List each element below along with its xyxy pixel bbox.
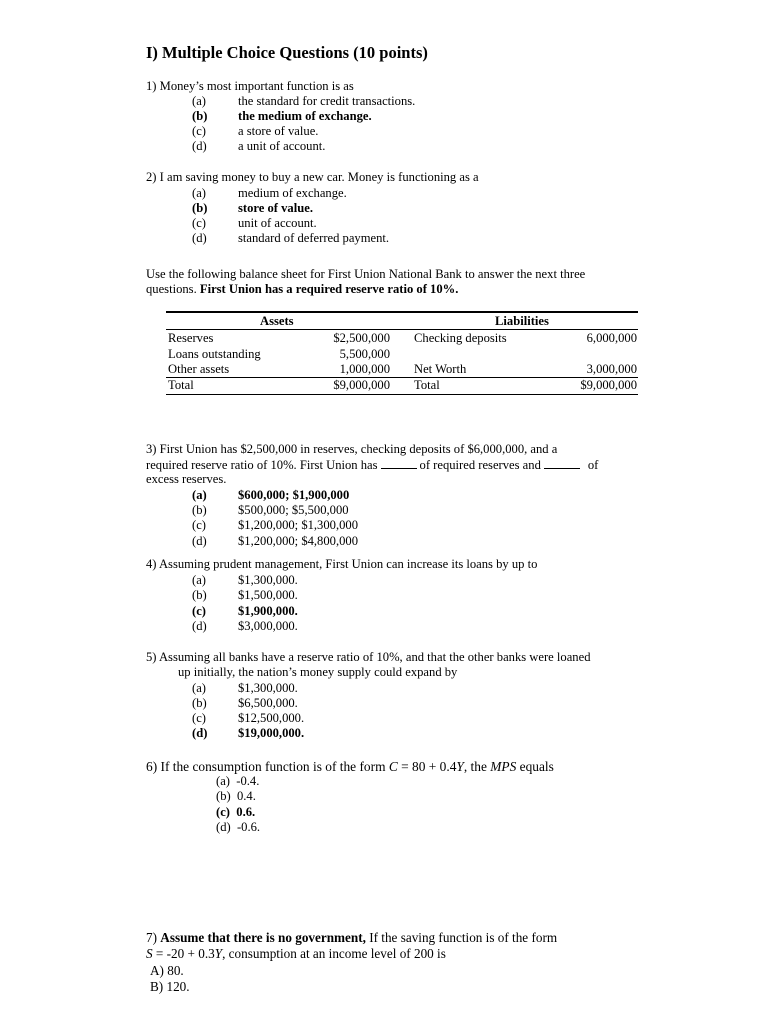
q6-option-text: 0.4. — [236, 789, 256, 803]
liabilities-header: Liabilities — [495, 314, 549, 328]
q4-option-letter: (c) — [192, 604, 206, 618]
q2-option-text: medium of exchange. — [238, 186, 347, 200]
q6-variable: C — [388, 759, 398, 774]
q2-option-text: store of value. — [238, 201, 313, 215]
q4-option-letter: (d) — [192, 619, 207, 633]
q3-text: of — [587, 458, 599, 472]
q7-stem — [146, 930, 557, 945]
q4-stem: 4) Assuming prudent management, First Union can increase its loans by up to — [146, 557, 538, 571]
q5-option-letter: (c) — [192, 711, 206, 725]
q2-option-text: standard of deferred payment. — [238, 231, 390, 245]
q7-emphasis: Assume that there is no government, — [160, 930, 366, 945]
q3-option-text: $600,000; $1,900,000 — [238, 488, 350, 502]
q7-stem — [146, 946, 446, 961]
q6-option — [216, 805, 255, 820]
q1-option-letter: (c) — [192, 124, 206, 138]
q2-option-letter: (c) — [192, 216, 206, 230]
q2-stem: 2) I am saving money to buy a new car. Money is functioning as a — [146, 170, 479, 184]
liability-value: 3,000,000 — [586, 362, 637, 376]
q1-option-letter: (b) — [192, 109, 208, 123]
q2-option-letter: (b) — [192, 201, 208, 215]
q3-line: excess reserves. — [146, 472, 227, 486]
q6-variable: MPS — [490, 759, 517, 774]
q3-option-text: $1,200,000; $1,300,000 — [238, 518, 358, 532]
asset-value: 5,500,000 — [339, 347, 390, 361]
q5-option-text: $12,500,000. — [238, 711, 305, 725]
q6-text: = 80 + 0.4 — [397, 759, 457, 774]
q1-option-text: a unit of account. — [238, 139, 326, 153]
q2-option-letter: (a) — [192, 186, 206, 200]
answer-blank — [544, 457, 580, 469]
q6-option-letter: (a) — [216, 774, 230, 788]
q3-option-letter: (b) — [192, 503, 207, 517]
q3-line: 3) First Union has $2,500,000 in reserves, checking deposits of $6,000,000, and a — [146, 442, 558, 456]
q7-option-text: 80. — [167, 963, 184, 978]
q2-option-letter: (d) — [192, 231, 207, 245]
q3-option-letter: (d) — [192, 534, 207, 548]
q1-option-text: the medium of exchange. — [238, 109, 372, 123]
q7-option-letter: A) — [150, 963, 164, 978]
liability-label: Net Worth — [414, 362, 467, 376]
asset-value: 1,000,000 — [339, 362, 390, 376]
assets-header: Assets — [260, 314, 294, 328]
q7-option — [150, 963, 184, 978]
q5-option-text: $1,300,000. — [238, 681, 298, 695]
q3-option-letter: (c) — [192, 518, 206, 532]
q5-option-letter: (b) — [192, 696, 207, 710]
q7-text: , consumption at an income level of 200 is — [222, 946, 446, 961]
q4-option-letter: (a) — [192, 573, 206, 587]
q4-option-text: $3,000,000. — [238, 619, 298, 633]
asset-total-value: $9,000,000 — [333, 378, 390, 392]
q7-option-text: 120. — [166, 979, 190, 994]
asset-label: Other assets — [168, 362, 230, 376]
header-rule — [166, 329, 638, 330]
q5-option-text: $6,500,000. — [238, 696, 298, 710]
intro-plain: questions. — [146, 282, 200, 296]
section-title: I) Multiple Choice Questions (10 points) — [146, 43, 428, 62]
q6-option — [216, 774, 259, 789]
liability-total-label: Total — [414, 378, 440, 392]
q6-text: equals — [516, 759, 554, 774]
q6-option-letter: (d) — [216, 820, 231, 834]
q6-option-letter: (b) — [216, 789, 231, 803]
q6-text: , the — [463, 759, 491, 774]
q6-option-text: 0.6. — [236, 805, 256, 819]
asset-total-label: Total — [168, 378, 194, 392]
q6-variable: Y — [456, 759, 464, 774]
asset-value: $2,500,000 — [333, 331, 390, 345]
q3-text: required reserve ratio of 10%. First Union has — [146, 458, 378, 472]
q7-variable: S — [146, 946, 153, 961]
q4-option-letter: (b) — [192, 588, 207, 602]
liability-value: 6,000,000 — [586, 331, 637, 345]
q3-option-letter: (a) — [192, 488, 207, 502]
q4-option-text: $1,500,000. — [238, 588, 298, 602]
q7-text: If the saving function is of the form — [365, 930, 558, 945]
q5-option-letter: (a) — [192, 681, 206, 695]
q1-option-text: a store of value. — [238, 124, 319, 138]
q4-option-text: $1,300,000. — [238, 573, 298, 587]
q5-option-letter: (d) — [192, 726, 208, 740]
q5-line: up initially, the nation’s money supply could expand by — [178, 665, 458, 679]
q6-option — [216, 789, 256, 804]
q6-text: 6) If the consumption function is of the form — [146, 759, 389, 774]
q5-option-text: $19,000,000. — [238, 726, 305, 740]
q7-text: 7) — [146, 930, 161, 945]
q3-option-text: $1,200,000; $4,800,000 — [238, 534, 358, 548]
q3-text: of required reserves and — [419, 458, 541, 472]
q7-variable: Y — [214, 946, 223, 961]
q6-option-text: -0.4. — [236, 774, 260, 788]
q1-option-text: the standard for credit transactions. — [238, 94, 416, 108]
q1-option-letter: (d) — [192, 139, 207, 153]
q6-option-letter: (c) — [216, 805, 230, 819]
q6-option-text: -0.6. — [236, 820, 261, 834]
asset-label: Reserves — [168, 331, 214, 345]
q3-line — [146, 457, 598, 473]
q6-option — [216, 820, 260, 835]
q2-option-text: unit of account. — [238, 216, 317, 230]
q7-option-letter: B) — [150, 979, 164, 994]
asset-label: Loans outstanding — [168, 347, 261, 361]
q1-option-letter: (a) — [192, 94, 206, 108]
q7-option — [150, 979, 190, 994]
reserve-ratio-note: First Union has a required reserve ratio of 10%. — [199, 282, 459, 296]
liability-label: Checking deposits — [414, 331, 507, 345]
table-top-rule — [166, 311, 638, 313]
q5-line: 5) Assuming all banks have a reserve ratio of 10%, and that the other banks were loaned — [146, 650, 591, 664]
answer-blank — [381, 457, 417, 469]
q6-stem — [146, 759, 554, 774]
q4-option-text: $1,900,000. — [238, 604, 298, 618]
intro-line — [146, 282, 458, 297]
table-bottom-rule — [166, 394, 638, 395]
q1-stem: 1) Money’s most important function is as — [146, 79, 354, 93]
liability-total-value: $9,000,000 — [580, 378, 637, 392]
intro-line: Use the following balance sheet for First Union National Bank to answer the next three — [146, 267, 586, 281]
q3-option-text: $500,000; $5,500,000 — [238, 503, 349, 517]
q7-text: = -20 + 0.3 — [152, 946, 215, 961]
